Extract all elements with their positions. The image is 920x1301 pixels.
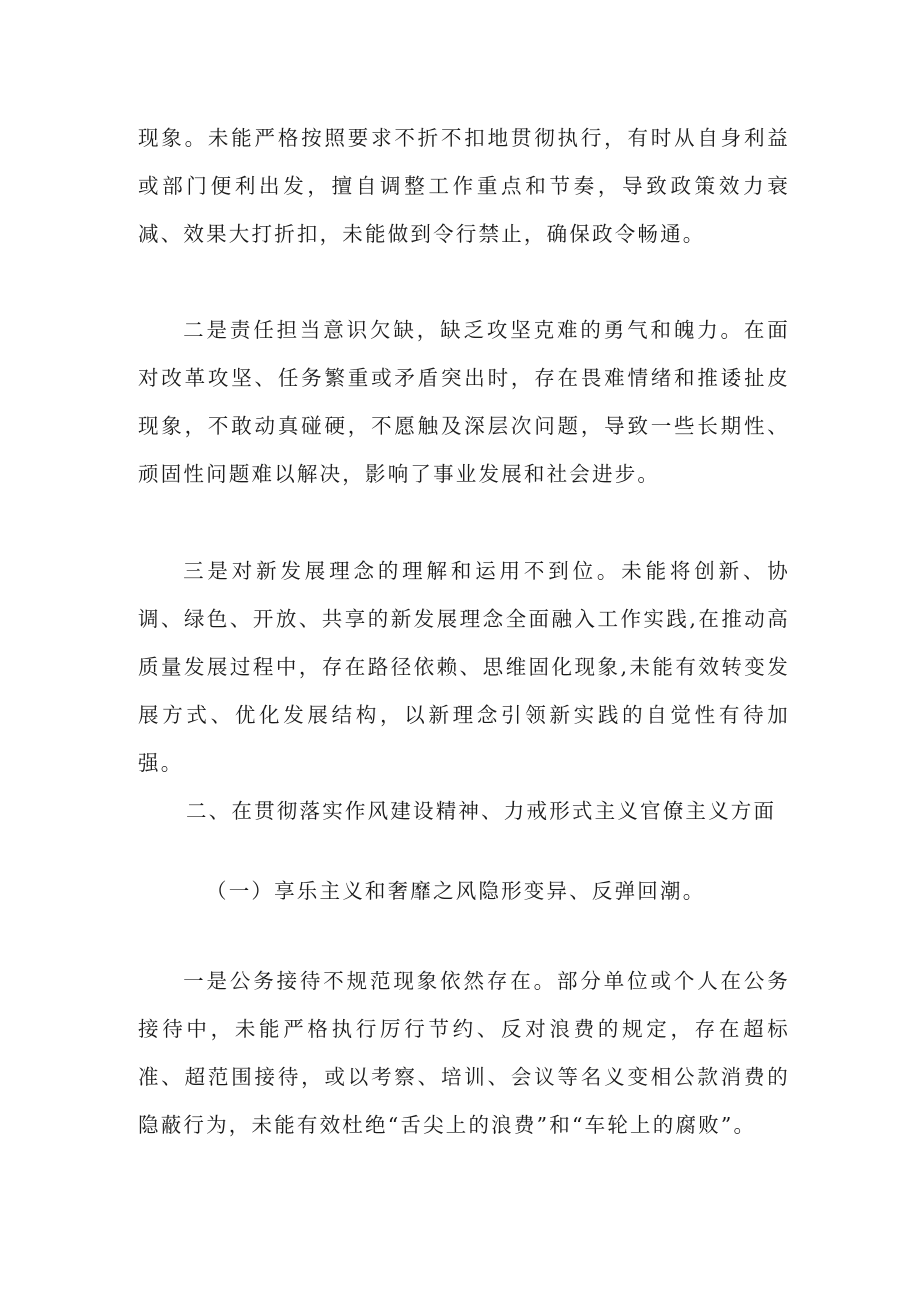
paragraph-new-development: 三是对新发展理念的理解和运用不到位。未能将创新、协调、绿色、开放、共享的新发展理念全面融入工作实践,在推动高质量发展过程中，存在路径依赖、思维固化现象,未能有效转变发展方式、优化发展结构，以新理念引领新实践的自觉性有待加强。: [138, 559, 790, 775]
subsection-heading: （一）享乐主义和奢靡之风隐形变异、反弹回潮。: [206, 879, 706, 903]
paragraph-continuation: 现象。未能严格按照要求不折不扣地贯彻执行，有时从自身利益或部门便利出发，擅自调整工作重点和节奏，导致政策效力衰减、效果大打折扣，未能做到令行禁止，确保政令畅通。: [138, 126, 790, 246]
section-heading: 二、在贯彻落实作风建设精神、力戒形式主义官僚主义方面: [186, 799, 777, 823]
paragraph-official-reception: 一是公务接待不规范现象依然存在。部分单位或个人在公务接待中，未能严格执行厉行节约、反对浪费的规定，存在超标准、超范围接待，或以考察、培训、会议等名义变相公款消费的隐蔽行为，未能有效杜绝“舌尖上的浪费”和“车轮上的腐败”。: [138, 969, 790, 1137]
paragraph-responsibility: 二是责任担当意识欠缺，缺乏攻坚克难的勇气和魄力。在面对改革攻坚、任务繁重或矛盾突出时，存在畏难情绪和推诿扯皮现象，不敢动真碰硬，不愿触及深层次问题，导致一些长期性、顽固性问题难以解决，影响了事业发展和社会进步。: [138, 318, 790, 486]
